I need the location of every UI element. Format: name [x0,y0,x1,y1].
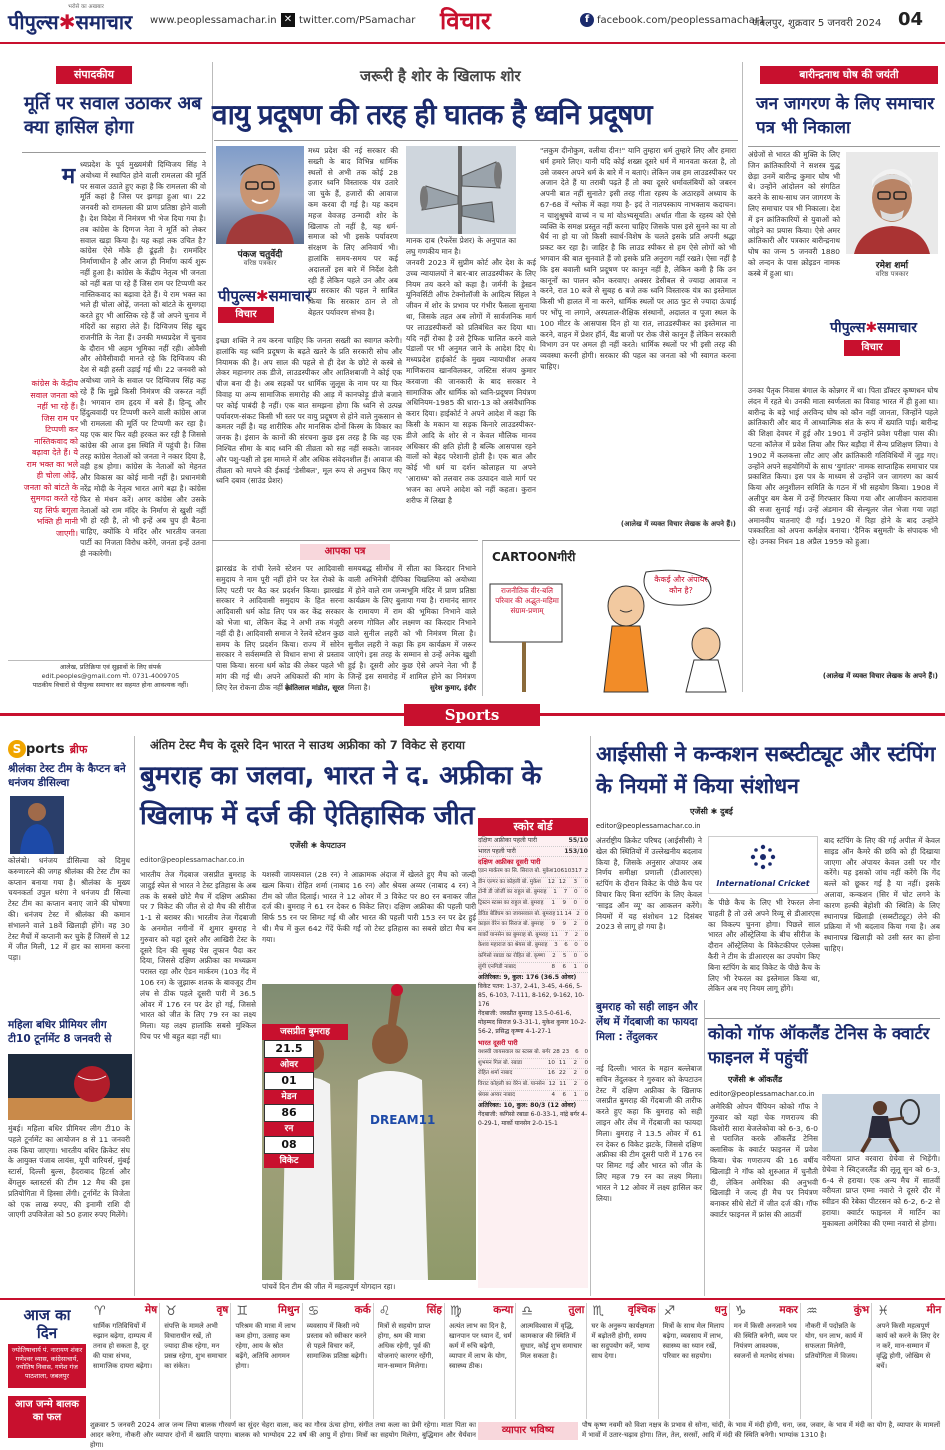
aaj-ka-din-label: आज का दिन [23,1306,71,1342]
lead-col2-text: इच्छा शक्ति ने तय करना चाहिए कि जनता सख्ती का स्वागत करेगी। हालांकि यह ध्वनि प्रदूषण के बढ़ते खतरे के प्रति सरकारी सोच और नियामक की है। अप साल की पहले से ही देश के छोटे से कस्बे से लेकर महानगर तक डीजे, लाउडस्पीकर और आतिशबाजी ने कोई एक चीज बना दी है। अब सड़कों पर धार्मिक जुलूस के नाम पर या फिर विवाह या अन्य सामाजिक समारोह की आड़ में कानफोड़ू डीजे बजाने पर कोई पाबंदी है नहीं। एक बात समझना होगा कि ध्वनि से उत्पन्न पर्यावरण-संकट किसी भी स्तर पर वायु प्रदूषण से होने वाले नुकसान से कमतर नहीं है। यह शारीरिक और मानसिक दोनों किस्म के विकार का जनक है। इंसान के कानों की संरचना कुछ इस तरह है कि वह एक निश्चित सीमा के बाद ध्वनि की तीव्रता को सह नहीं सकते। जानवर और पशु-पक्षी तो इस मामले में और अधिक संवेदनशील हैं। आवाज की तीव्रता को मापने की ईकाई 'डेसीबल', मूल रूप से अनुभव किए गए ध्वनि दबाव (साउंड प्रेशर) [216,336,402,486]
score-cell-s: 0 [584,1049,589,1056]
rashi-text: परिश्रम की मात्रा में लाभ कम होगा, उत्साह कम रहेगा, आय के स्रोत बढ़ेंगे, अतिथि आगमन होगा। [235,1322,296,1370]
zodiac-icon: ♑ [734,1304,747,1319]
score-bowling2: गेंदबाजी: कगिसो रबाडा 6-0-33-1, नांद्रे बर्गर 4-0-29-1, मार्को यानसेन 2-0-15-1 [478,1111,588,1128]
tennis-illustration [822,1094,940,1152]
rashi-card [90,1303,160,1419]
facebook-link[interactable]: facebook.com/peoplessamachar1 [597,15,766,26]
dateline: जबलपुर, शुक्रवार 5 जनवरी 2024 [752,18,882,29]
score-cell-r: 12 [548,1080,556,1087]
zodiac-icon: ♋ [307,1304,320,1319]
score-row [478,952,588,963]
zodiac-icon: ♐ [663,1304,676,1319]
loudspeaker-illustration [406,146,516,234]
icc-col1: अंतर्राष्ट्रीय क्रिकेट परिषद (आईसीसी) ने खेल की स्थितियों में उल्लेखनीय बदलाव किया है, जिसके अनुसार अंपायर अब निर्णय समीक्षा प्रणाली (डीआरएस) स्टंपिंग के दौरान विकेट के पीछे कैच पर विचार किए बिना स्टंपिंग के लिए केवल 'साइड ऑन व्यू' का आकलन करेंगे। नियमों में यह संशोधन 12 दिसंबर 2023 से लागू हो गया है। [596,836,702,932]
website-link[interactable]: www.peoplessamachar.in [150,15,277,26]
score-row [478,931,588,942]
stat-value: 86 [264,1104,314,1122]
stat-rows [262,1040,322,1168]
score-cell-r: 2 [552,952,556,959]
score-cell-f: 2 [576,910,580,917]
score-cell-b: 5 [562,952,567,959]
credit-phone: मो. 0731-4009705 [122,672,180,680]
score-cell-f: 0 [574,889,578,896]
editorial-credit [8,660,213,690]
score-cell-f: 0 [573,952,578,959]
batter-name: कगिसो रबाडा का रोहित बो. कृष्णा [478,952,545,959]
score-cell-r: 8 [551,963,555,970]
score-row [478,878,588,889]
rashi-text: संपत्ति के मामले अभी विचाराधीन रखें, तो ज्यादा ठीक रहेगा, मन प्रसन्न रहेगा, शुभ समाचार का संकेत। [164,1322,227,1370]
score-line-2 [478,847,588,858]
brief2-headline: महिला बधिर प्रीमियर लीग टी10 टूर्नामेंट 8 जनवरी से [8,1019,112,1045]
icc-col3: बाद स्टंपिंग के लिए की गई अपील में केवल साइड ऑन कैमरे की छवि को ही दिखाया जाएगा और अंपायर केवल उसी पर गौर करेंगे। यह इसको जांच नहीं करेंगे कि गेंद बल्ले को छूकर गई है या नहीं। इसके अलावा, कन्कशन (सिर में चोट लगने के कारण हल्की बेहोशी की स्थिति) के लिए स्थानापन्न खिलाड़ी (सब्स्टीट्यूट) लेने की प्रक्रिया में भी बदलाव किया गया है। अब स्थानापन्न खिलाड़ी को उसी स्तर का होना चाहिए। [824,836,940,953]
brand-logo-small [218,286,311,306]
scoreboard-title: स्कोर बोर्ड [478,818,588,836]
batter-name: विराट कोहली का वेरेन बो. यानसेन [478,1080,545,1087]
lead-note: (आलेख में व्यक्त विचार लेखक के अपने हैं।) [620,520,736,528]
score-cell-r: 11 [550,931,559,938]
score-cell-r: 28 [552,1049,560,1056]
score-cell-f: 6 [575,1049,579,1056]
score-innings2-label: भारत दूसरी पारी [478,1039,518,1048]
x-icon: ✕ [281,13,295,27]
score-row [478,867,588,878]
score-line-label: दक्षिण अफ्रीका पहली पारी [478,837,538,844]
rashi-name: वृश्चिक [627,1304,656,1316]
portrait-illustration [846,152,938,254]
letter-1-author: कांतिलाल मांडोत, सूरत [285,684,344,692]
icc-byline: एजेंसी ✱ दुबई [690,807,733,816]
score-cell-f: 2 [574,931,579,938]
score-cell-b: 7 [564,931,569,938]
brief1-headline: श्रीलंका टेस्ट टीम के कैप्टन बने धनंजय डीसिल्वा [8,763,126,789]
score-cell-f: 0 [573,899,577,906]
score-cell-s: 0 [584,1070,588,1077]
letter-2-author: सुरेश कुमार, इंदौर [430,684,476,692]
jersey-text: DREAM11 [370,1113,436,1127]
rashi-card [446,1303,516,1419]
stat-value: 01 [264,1072,314,1090]
batter-name: शुभमन गिल बो. रबाडा [478,1059,523,1066]
zodiac-icon: ♏ [592,1304,605,1319]
score-cell-f: 17 [574,868,582,875]
divider [748,146,940,147]
sports-brief-tag: ब्रीफ [69,743,88,756]
rashi-text: मन में किसी अनजाने भय की स्थिति बनेगी, व्यय पर नियंत्रण आवश्यक, स्वजनों से मतभेद संभव। [733,1322,797,1360]
cartoon-sign-text: राजनीतिक वीर-बलि परिवार की अद्भुत-महिमा संग्राम-प्रणाम् [495,586,559,615]
batter-name: यशस्वी जायसवाल का स्टब्स बो. बर्गर [478,1049,551,1056]
gauff-photo [822,1094,940,1152]
rashi-text: घर के अनुरूप कार्यक्षमता में बढ़ोतरी होगी, समय का सदुपयोग करें, भाग्य साथ देगा। [591,1322,655,1360]
score-cell-s: 2 [584,868,588,875]
logo-star: ✱ [865,320,878,336]
lead-headline: वायु प्रदूषण की तरह ही घातक है ध्वनि प्रदूषण [212,98,652,131]
bumrah-headline: बुमराह का जलवा, भारत ने द. अफ्रीका के खिलाफ में दर्ज की ऐतिहासिक जीत [140,761,542,831]
icc-logo-icon [743,839,783,875]
rashi-name: मेष [144,1304,158,1316]
score-line-1 [478,836,588,847]
tendulkar-headline: बुमराह को सही लाइन और लेंथ में गेंदबाजी का फायदा मिला : तेंदुलकर [596,1001,698,1043]
column-rule [590,736,591,1296]
score-cell-r: 3 [554,942,558,949]
page-number: 04 [898,9,924,30]
score-cell-r: 4 [551,1091,555,1098]
score-cell-s: 0 [584,1080,588,1087]
zodiac-icon: ♍ [450,1304,462,1319]
jayanti-author-name: रमेश शर्मा [875,261,909,271]
scoreboard [478,818,588,1288]
score-cell-b: 11 [558,1059,566,1066]
author-role: वरिष्ठ पत्रकार [243,259,277,267]
zodiac-icon: ♎ [521,1304,533,1319]
logo-tagline: भरोसे का अखबार [68,4,104,10]
score-row [478,1048,588,1059]
bumrah-col1: भारतीय तेज गेंदबाज जसप्रीत बुमराह के जादुई स्पेल से भारत ने टेस्ट इतिहास के अब तक के सबसे छोटे मैच में दक्षिण अफ्रीका पर 7 विकेट की जीत से दो मैच की सीरीज 1-1 से बराबर की। भारतीय तेज गेंदबाजी के अनमोल नगीनों में शुमार बुमराह ने गुरुवार को यहां दूसरे और आखिरी टेस्ट के दूसरे दिन की सुबह पेस तूफान पैदा कर दिया, जिससे दक्षिण अफ्रीका का मध्यक्रम परास्त रहा और ऐडन मार्करम (103 गेंद में 106 रन) के जुझारू शतक के बावजूद टीम लंच से ठीक पहले दूसरी पारी में 36.5 ओवर में 176 रन पर ढेर हो गई, जिससे भारत को जीत के लिए 79 रन का लक्ष्य मिला। यह लक्ष्य हालांकि सबसे मुश्किल पिच पर भी बहुत बड़ा नहीं था। [140,870,256,1041]
column-rule [742,62,743,692]
score-line-label: भारत पहली पारी [478,847,516,855]
score-cell-s: 0 [584,1091,588,1098]
aaj-ka-din-box [8,1304,86,1390]
score-cell-b: 22 [558,1070,566,1077]
sports-brief-word: ports [26,742,65,757]
logo-right: समाचार [75,10,133,34]
rashi-text: आत्मविश्वास में वृद्धि, कामकाज की स्थिति में सुधार, कोई शुभ समाचार मिल सकता है। [520,1322,582,1360]
divider [704,1018,940,1019]
score-cell-r: 1 [553,889,557,896]
score-cell-f: 1 [573,963,577,970]
score-row [478,1080,588,1091]
logo-right: समाचार [877,320,917,336]
score-innings-label: दक्षिण अफ्रीका दूसरी पारी [478,858,541,867]
stat-key: रन [264,1122,314,1136]
score-cell-b: 6 [562,1091,566,1098]
brief1-body-side [68,796,130,854]
score-cell-b: 9 [562,899,566,906]
score-cell-f: 1 [573,1091,577,1098]
rashi-card [375,1303,445,1419]
loudspeaker-photo [406,146,516,234]
batter-name: मार्को यानसेन का बुमराह बो. बुमराह [478,931,549,938]
score-cell-b: 9 [562,921,566,928]
score-cell-f: 2 [573,1059,577,1066]
bhavishya-label: व्यापार भविष्य [478,1422,578,1440]
score-cell-f: 2 [573,1080,578,1087]
rashi-name: कर्क [354,1304,371,1316]
bumrah-byline: एजेंसी ✱ केपटाउन [290,841,346,850]
lead-kicker: जरूरी है शोर के खिलाफ शोर [360,67,521,85]
sports-s-badge: S [8,740,26,758]
rashi-name: धनु [714,1304,727,1316]
icc-logo [708,836,818,894]
score-cell-b: 14 [564,910,572,917]
rashi-card [517,1303,587,1419]
editorial-headline: मूर्ति पर सवाल उठाकर अब क्या हासिल होगा [24,93,202,138]
sports-brief-header [8,738,130,762]
score-cell-s: 0 [584,1059,588,1066]
portrait-illustration [216,146,304,244]
jayanti-headline: जन जागरण के लिए समाचार पत्र भी निकाला [756,94,935,138]
tendulkar-body: नई दिल्ली। भारत के महान बल्लेबाज सचिन तेंदुलकर ने गुरुवार को केपटाउन टेस्ट में दक्षिण अफ्रीका के खिलाफ जसप्रीत बुमराह की गेंदबाजी की तारीफ करते हुए कहा कि बुमराह को सही लाइन और लेंथ में गेंदबाजी का फायदा मिला। बुमराह ने 13.5 ओवर में 61 रन देकर 6 विकेट झटके, जिससे दक्षिण अफ्रीका की टीम दूसरी पारी में 176 रन पर सिमट गई और भारत को जीत के लिए महज 79 रन का लक्ष्य मिला। भारत ने 12 ओवर में लक्ष्य हासिल कर लिया। [596,1064,702,1203]
score-fow: विकेट पतन: 1-37, 2-41, 3-45, 4-66, 5-85, 6-103, 7-111, 8-162, 9-162, 10-176 [478,983,585,1009]
gauff-col2: वरीयता प्राप्त वरवारा ग्रेचेवा से भिड़ेंगी। ग्रेचेवा ने स्विट्जरलैंड की लूलू सुन को 6-3, 6-4 से हराया। एक अन्य मैच में सातवीं वरीयता प्राप्त एम्मा नवारो ने दूसरे दौर में स्वीडन की रेबेका पीटरसन को 6-2, 6-2 से हराया। क्वार्टर फाइनल में मार्टिन का मुकाबला अमेरिका की एम्मा नवारो से होगा। [822,1154,940,1228]
batter-name: लुंगी एनगिडी नाबाद [478,963,516,970]
author-photo-pankaj [216,146,304,244]
letter-1: झारखंड के रांची रेलवे स्टेशन पर आदिवासी समुदाय ने नाम पूरी नहीं होने पर रेल रोको के लिए पटरी पर बैठ कर प्रदर्शन किया। झारखंड सरकार ने आदिवासी समुदाय के हित सरना आदिवासी धर्म कोड लिए पत्र कर केंद्र सरकार को भेजा था, लेकिन केंद्र ने अभी तक मंजूरी नहीं दी है। आदिवासी समाज ने रेलवे स्टेशन कुछ समय के लिए प्रदर्शन किया। राज्य में सोरेन सरकार ने सर्वसम्मति से विधान सभा से प्रस्ताव पास किया। सरना धर्म कोड की लेकर पहले भी मांग की गई थी। अपने अधिकारों की मांग के लिए रेल रोकना ठीक नहीं है। [216,564,344,692]
cricket-ball-photo [8,1054,132,1120]
score-rows [478,867,588,973]
divider [22,152,206,153]
baby-text: शुक्रवार 5 जनवरी 2024 आज जन्म लिया बालक गौरवर्ण का सुंदर चेहरा वाला, कद का गौरव ऊंचा होगा, संगीत तथा कला का प्रेमी रहेगा। माता पिता का आदर करेगा, नौकरी और व्यापार दोनों में ख्याति पाएगा। बालक को भाग्योदय 22 वर्ष की आयु में होगा। मित्रों का सहयोग मिलेगा, बुद्धिमान और धैर्यवान होगा। [90,1421,476,1449]
score-cell-f: 3 [573,878,577,885]
logo-left: पीपुल्स [218,287,257,305]
rashi-name: वृष [216,1304,229,1316]
rashi-name: मीन [926,1304,942,1316]
vichar-badge: विचार [844,340,900,356]
jayanti-note: (आलेख में व्यक्त विचार लेखक के अपने हैं।) [822,672,938,680]
author-name: पंकज चतुर्वेदी [237,250,283,260]
score-row [478,899,588,910]
gauff-headline: कोको गॉफ ऑकलैंड टेनिस के क्वार्टर फाइनल में पहुंचीं [708,1024,930,1067]
score-cell-s: 0 [584,952,588,959]
score-cell-b: 6 [562,963,566,970]
rashi-name: सिंह [426,1304,442,1316]
editorial-pull-quote: कांग्रेस के केंद्रीय सवाल जनता को नहीं भा रहे हैं। जिस राम पर टिप्पणी कर नास्तिकवाद को बढ़ावा देते हैं। ये राम भक्त का भले ही चोला ओढ़ें, जनता को बांटते के सुमगदा करते रहे यह सिर्फ बगुला भक्ति ही मानी जाएगी। [23,379,78,538]
batter-name: डेविड बेडिंघम का जायसवाल बो. बुमराह [478,910,556,917]
stat-name: जसप्रीत बुमराह [262,1024,348,1040]
score-cell-r: 9 [551,921,555,928]
score-cell-r: 11 [556,910,564,917]
stat-key: ओवर [264,1058,314,1072]
editorial-body: ध्यप्रदेश के पूर्व मुख्यमंत्री दिग्विजय सिंह ने अयोध्या में स्थापित होने वाली रामलला की मूर्ति पर सवाल उठाते हुए कहा है कि रामलला की वो मूर्ति कहां है जिस पर झगड़ा हुआ था। 22 जनवरी को रामलला की प्राण प्रतिष्ठा होने वाली है। देश विदेश में निमंत्रण भी भेज दिया गया है। तब कांग्रेस के दिग्गज नेता ने मूर्ति को लेकर सवाल खड़ा किया है। यह कहां तक उचित है? कांग्रेस ऐसे मौके ही ढूंढ़ती है। राममंदिर निर्माणाधीन है और आज ही निर्माण कार्य शुरू नहीं हुआ है। कांग्रेस के केंद्रीय नेतृत्व भी जनता को नहीं बता पा रहे हैं जिस राम पर टिप्पणी कर नास्तिकवाद का बढ़ावा देते हैं। ये राम भक्त का भले ही चोला ओढ़ें, जनता को बांटते के सुमगदा करते हुए भी आस्तिक रहे हैं जो अपने चुनाव में मंदिरों का सहारा लेते हैं। दिग्विजय सिंह खुद राजनीति के नेता हैं। उनकी मध्यप्रदेश में चुनाव के दौरान भी अहम भूमिका नहीं रही। ओवैसी और ओवैसीवादी मानते रहे कि दिग्विजय की देश से बड़ी हस्ती उड़ाई गई थी। 22 जनवरी को अयोध्या जाने के सवाल पर दिग्विजय सिंह कह रहे हैं कि मुझे किसी निमंत्रण की जरूरत नहीं है। भगवान राम हृदय में बसे हैं। हिन्दू और हिंदुत्ववादी पर टिप्पणी करने वाली कांग्रेस आज भी रामलला की मूर्ति पर टिप्पणी कर रहा है। यह एक बार फिर वही हरकत कर रही है जिससे कांग्रेस की आज इस स्थिति में पहुंची है। जिस तरह कांग्रेस नेताओं को जनता ने नकार दिया है, वही हश्र होगा। कांग्रेस के नेताओं को मेहनत और विकास का कोई मानी नहीं है। प्रधानमंत्री नरेंद्र मोदी के नेतृत्व भारत आगे बढ़ा है। कांग्रेस फिर से मंथन करें। अगर कांग्रेस और उसके नेताओं को राम मंदिर के निर्माण से खुशी नहीं भी हो रही है, तो भी इन्हें अब चुप ही बैठना चाहिए, क्योंकि ये मंदिर और भारतीय जनता पार्टी का निजता विरोध करेंगे, जनता इन्हें उतना ही नकारेगी। [80,160,206,558]
jayanti-label: बारीन्द्रनाथ घोष की जयंती [760,66,938,84]
icc-col2: के पीछे कैच के लिए भी रेफरल लेना चाहती है तो उसे अपने रिव्यू से डीआरएस का विकल्प चुनना होगा। पिछले साल भारत और ऑस्ट्रेलिया के बीच सीरीज के दौरान ऑस्ट्रेलिया के विकेटकीपर एलेक्स कैरी ने टीम के डीआरएस का उपयोग किए बिना स्टंपिंग के बाद विकेट के पीछे कैच के लिए भी रेफरल का इस्तेमाल किया था, लेकिन अब नए नियम लागू होंगे। [708,898,820,994]
score-cell-r: 12 [547,878,555,885]
score-bowling: गेंदबाजी: जसप्रीत बुमराह 13.5-0-61-6, मोहम्मद सिराज 9-3-31-1, मुकेश कुमार 10-2-56-2, प्रसिद्ध कृष्णा 4-1-27-1 [478,1010,587,1036]
score-cell-r: 1 [551,899,555,906]
jayanti-body: उनका पैतृक निवास बंगाल के कोन्नगर में था। पिता डॉक्टर कृष्णधन घोष लंदन में रहते थे। उनकी माता स्वर्णलता का विवाह भारत में ही हुआ था। बारीन्द्र के बड़े भाई अरविन्द घोष को कौन नहीं जानता, जिन्होंने पहले क्रांतिकारी और बाद में आध्यात्मिक संत के रूप में ख्याति पाई। बारीन्द्र की शिक्षा देवघर में हुई और 1901 में उन्होंने प्रवेश परीक्षा पास की। पटना कॉलेज में प्रवेश लिया और फिर बड़ौदा में सैन्य प्रशिक्षण लिया। वे 1902 में कलकत्ता लौट आए और क्रांतिकारी गतिविधियों में जुड़ गए। उन्होंने अपने सहयोगियों के साथ 'युगांतर' नामक साप्ताहिक समाचार पत्र प्रकाशित किया। इस पत्र के माध्यम से उन्होंने जन जागरण का कार्य किया और अनुशीलन समिति के गठन में भी सहयोग किया। 1908 में अलीपुर बम केस में उन्हें गिरफ्तार किया गया और आजीवन कारावास की सजा सुनाई गई। उन्हें अंडमान की सेल्यूलर जेल भेजा गया जहां अमानवीय यातनाएं दी गईं। 1920 में रिहा होने के बाद उन्होंने पत्रकारिता को अपना कर्मक्षेत्र बनाया। 'दैनिक बसुमती' के संपादक भी रहे। उनका निधन 18 अप्रैल 1959 को हुआ। [748,386,938,547]
bumrah-col2-end: पांचवें दिन टीम की जीत में महत्वपूर्ण योगदान रहा। [262,1282,396,1291]
score-total2: अतिरिक्त: 10, कुल: 80/3 (12 ओवर) [478,1102,577,1110]
batter-name: डीन एल्गर का कोहली बो. मुकेश [478,878,541,885]
rashi-name: तुला [568,1304,585,1316]
stat-key: मेडन [264,1090,314,1104]
batter-name: श्रेयस अय्यर नाबाद [478,1091,515,1098]
rashi-text: मित्रों से सहयोग प्राप्त होगा, श्रम की मात्रा अधिक रहेगी, पूर्व की योजनाएं कारगर रहेंगी, मान-सम्मान मिलेगा। [377,1322,434,1370]
section-title: विचार [440,7,491,35]
sports-band: Sports [404,704,540,726]
score-cell-r: 10 [547,1059,555,1066]
gauff-col1: अमेरिकी ओपन चैंपियन कोको गॉफ ने गुरुवार को यहां चेक गणराज्य की किशोरी सारा बेजलेकोवा को 6-3, 6-0 से पराजित करके ऑकलैंड टेनिस क्लासिक के क्वार्टर फाइनल में प्रवेश किया। चेक गणराज्य की 16 वर्षीय खिलाड़ी ने गॉफ को शुरुआत में चुनौती दी, लेकिन अमेरिका की अनुभवी खिलाड़ी ने जल्द ही मैच पर नियंत्रण बनाकर सीधे सेटों में जीत दर्ज की। गॉफ क्वार्टर फाइनल में फ्रांस की आठवीं [710,1102,818,1219]
batter-name: ट्रिस्टन स्टब्स का राहुल बो. बुमराह [478,899,544,906]
zodiac-icon: ♈ [94,1304,106,1319]
letter-2: समयबद्ध सीमोंध में सीता का किरदार निभाने वाली अभिनेत्री दीपिका चिखलिया को अयोध्या में होने वाले राम जन्मभूमि मंदिर में प्राण प्रतिष्ठा कार्यक्रम के लिए बुलाया गया है। रामानंद सागर के रामायण में राम की भूमिका निभाने वाले अरुण गोविल और लक्ष्मण का किरदार निभाने वाले सुनील लहरी को भी निमंत्रण मिला है। सुनील लहरी ने कहा कि हम कार्यक्रम में जरूर जाएंगे। इस तरह के सम्मान से उन्हें अनेक खुशी हुई है। दूसरी ओर कुछ ऐसे अपने नेता भी हैं जिन्हें इस समारोह में शामिल होने का निमंत्रण मिला है। [348,564,476,692]
score-row [478,1059,588,1070]
score-cell-s: 0 [584,889,588,896]
bumrah-col2: यशस्वी जायसवाल (28 रन) ने आक्रामक अंदाज में खेलते हुए मैच को जल्दी खत्म किया। रोहित शर्मा (नाबाद 16 रन) और श्रेयस अय्यर (नाबाद 4 रन) ने टीम को जीत दिलाई। भारत ने 12 ओवर में 3 विकेट पर 80 रन बनाकर जीत दर्ज की। बुमराह ने 61 रन देकर 6 विकेट लिए। दक्षिण अफ्रीका की पहली पारी सिर्फ 55 रन पर सिमट गई थी और भारत की पहली पारी 153 रन पर ढेर हुई थी। मैच में कुल 642 गेंदें फेंकी गईं जो टेस्ट इतिहास का सबसे छोटा मैच बन गया। [262,870,476,944]
rashi-name: मकर [779,1304,798,1316]
lead-col1-text: मध्य प्रदेश की नई सरकार की सख्ती के बाद विभिन्न धार्मिक स्थलों से अभी तक कोई 28 हजार ध्वनि विस्तारक यंत्र उतारे जा चुके हैं, हजारों की आवाज कम करवा दी गई है। यह कदम महज वेवजह उन्मादी शोर के खिलाफ तो नहीं है, यह धर्म-समाज को भी इसके पर्यावरण संरक्षण के लिए अनिवार्य भी। हालांकि समय-समय पर कई अदालतों इस बारे में निर्देश देती रही हैं लेकिन पहले उन और अब मप्र सरकार की पहल ने साबित किया कि सरकार ठान ले तो बेहतर पर्यावरण संभव है। [308,146,398,317]
zodiac-icon: ♌ [378,1304,391,1319]
bottom-rule [0,1298,945,1300]
logo-right: समाचार [268,287,312,305]
facebook-icon: f [580,13,594,27]
credit-line: आलेख, प्रतिक्रिया एवं सुझावों के लिए संपर्क [59,663,162,671]
lead-col3-text: जनवरी 2023 में सुप्रीम कोर्ट और देश के कई उच्च न्यायालयों ने बार-बार लाउडस्पीकर के लिए नियम तय करने को कहा है। जर्मनी के ड्रेस्डन यूनिवर्सिटी ऑफ टेक्नोलॉजी के आदित्य सिंहल ने जीवन में शोर के प्रभाव पर गंभीर फैसला सुनाया था, जिसके तहत अब लोगों में सार्वजनिक मार्ग पर लाउडस्पीकरों को प्रतिबंधित कर दिया था। यदि नहीं रोका है उसे ट्रैफिक चालित करने वाले पंडालों पर भी अनुमत जाने के आदेश दिए थे। मध्यप्रदेश हाईकोर्ट के मुख्य न्यायाधीश अजय माणिकराव खानविलकर, जस्टिस संजय कुमार करवाजा की जानकारी के बाद सरकार ने सामाजिक और धार्मिक को ध्वनि-प्रदूषण नियंत्रण अधिनियम-1985 की धारा-13 को असंवैधानिक करार दिया। हाईकोर्ट ने अपने आदेश में कहा कि किसी के मकान या सड़क किनारे लाउडस्पीकर-डीजे आदि के शोर से न केवल मौलिक मानव अधिकार की क्षति होती है बल्कि आसपास रहने वालों को बेहद परेशानी होती है। एक बात और कोई भी धर्म या दर्शन कोलाहल या अपने 'आराध्य' को तलवार तक उत्पादन वाले मार्ग पर भजन का अपने आदेश को नहीं कहता। कुरान शरीफ में लिखा है [406,258,536,505]
rashi-card [588,1303,658,1419]
rashi-text: मित्रों के साथ मेल मिलाप बढ़ेगा, व्यवसाय में लाभ, स्वास्थ्य का ध्यान रखें, परिवार का सहयोग। [662,1322,725,1360]
score-line-value: 153/10 [564,847,588,855]
score-cell-s: 0 [584,931,589,938]
gauff-email[interactable]: editor@peoplessamachar.co.in [710,1090,815,1098]
rashi-card [873,1303,943,1419]
photo-caption: मानक दाब (रैफरेंस प्रेशर) के अनुपात का लघु गणकीय मान है। [406,236,516,256]
stat-key: विकेट [264,1154,314,1168]
score-cell-r: 16 [547,1070,555,1077]
batter-name: टोनी डी जोर्जी का राहुल बो. बुमराह [478,889,547,896]
score-cell-f: 2 [573,1070,577,1077]
rashi-card [232,1303,302,1419]
stat-box [262,1024,330,1204]
cricketer-illustration [10,796,64,854]
cartoon-bubble-text: कैकई और अंपायर कौन है? [654,575,708,595]
credit-email[interactable]: edit.peoples@gmail.com [41,672,121,680]
stat-value: 21.5 [264,1040,314,1058]
lead-col4-text: "लकुम दीनोकुम, वलीया दीन!" यानि तुम्हारा धर्म तुम्हारे लिए और हमारा धर्म हमारे लिए। यानी यदि कोई शख्स दूसरे धर्म में मानवता करता है, तो उसे जबरन अपने धर्म के बारे में न बताएं। लेकिन जब हम लाउडस्पीकर पर अजान देते हैं या तराबी पढ़ते हैं तो क्या दूसरे धर्मावलंबियों को जबरन अपनी बात नहीं सुनाते? इसी तरह गीता रहस्य के अठारहवें अध्याय के 67-68 वें श्लोक में कहा गया है- इदं ते नातपस्काय नाभक्ताय कदाचन। न चाशुश्रूषवे वाच्यं न च मां योऽभ्यसूयति। अर्थात गीता के रहस्य को ऐसे व्यक्ति के समक्ष प्रस्तुत नहीं करना चाहिए जिसके पास इसे सुनने का या तो धैर्य ना हो या जो किसी स्वार्थ-विशेष के चलते इसके प्रति अपनी श्रद्धा प्रकट कर रहा है। जाहिर है कि लाउड स्पीकर से हम ऐसे लोगों को भी भगवान की बात सुनवाते हैं जो इसके प्रति अनुराग नहीं रखते। ऐसा नहीं है कि इस बवाली ध्वनि प्रदूषण पर कानून नहीं है, लेकिन कमी है कि उन कानूनों का पालन कौन करवाए। अक्सर डेसीबल से ज्यादा आवाज न करने, रात 10 बजे से सुबह 6 बजे तक ध्वनि विस्तारक यंत्र का इस्तेमाल किसी भी हालत में ना करने, धार्मिक स्थलों पर आठ फुट से ज्यादा ऊंचाई पर भोंपू ना लगाने, अस्पताल-शैक्षिक संस्थानों, अदालत व पूजा स्थल के 100 मीटर के आसपास दिन हो या रात, लाउडस्पीकर का इस्तेमाल ना करने, वाहन में प्रेशर हॉर्न, बैंड बाजों पर रोक जैसे कानून हैं लेकिन सरकारी विभाग उन पर अमल ही नहीं करते। धार्मिक स्थलों पर भी इसी तरह की व्यवस्था करनी होगी। सरकार की पहल का जनता को भी स्वागत करना चाहिए। [540,146,736,371]
icc-logo-text: International Cricket [716,879,810,888]
score-row [478,941,588,952]
editorial-label: संपादकीय [56,66,132,84]
rashi-text: व्यवसाय में किसी नये प्रस्ताव को स्वीकार करने से पहले विचार करें, सामाजिक प्रतिष्ठा बढ़ेगी। [306,1322,368,1360]
bumrah-email[interactable]: editor@peoplessamachar.co.in [140,856,245,864]
batter-name: काइल वेरेन का सिराज बो. बुमराह [478,921,544,928]
score-cell-s: 0 [584,910,589,917]
rashi-text: अत्यंत लाभ का दिन है, खानपान पर ध्यान दें, धर्म कर्म में रुचि बढ़ेगी, व्यापार में लाभ के योग, स्वास्थ्य ठीक। [449,1322,512,1370]
batter-name: रोहित शर्मा नाबाद [478,1070,513,1077]
score-line-value: 55/10 [568,837,588,844]
score-row [478,963,588,974]
aaj-ka-din-text: ज्योतिषाचार्य पं. नारायण शंकर गणेश्वर व्यास, कांग्रेसाचार्य, ज्योतिष निवास, गणेश गंज पाठशाला, जबलपुर [8,1344,86,1388]
score-cell-b: 6 [564,942,568,949]
score-cell-b: 23 [562,1049,570,1056]
score-cell-s: 0 [584,878,588,885]
rashi-name: मिथुन [278,1304,300,1316]
brief2-body: मुंबई। महिला बधिर प्रीमियर लीग टी10 के पहले टूर्नामेंट का आयोजन 8 से 11 जनवरी तक किया जाएगा। भारतीय बधिर क्रिकेट संघ के आयुक्त पंजाब लायंस, यूपी वारियर्स, मुंबई स्टार्स, दिल्ली बुल्स, हैदराबाद हिटर्स और बेंगलुरु ब्लास्टर्स की टीम 12 मैच की इस प्रतियोगिता में हिस्सा लेंगी। टूर्नामेंट के विजेता को एक लाख रुपए, की इनामी राशि दी जाएगी उपविजेता को 50 हजार रुपए मिलेंगे। [8,1124,130,1220]
score-cell-f: 2 [573,921,577,928]
jayanti-intro: अंग्रेजों से भारत की मुक्ति के लिए जिन क्रांतिकारियों ने सशस्त्र युद्ध छेड़ा उनमें बारीन्द्र कुमार घोष भी थे। उन्होंने आंदोलन को संगठित करने के साथ-साथ जन जागरण के लिए समाचार पत्र भी निकाला। देश में इन क्रांतिकारियों से युवाओं को जोड़ने का प्रयास किया। ऐसे अमर क्रांतिकारी और पत्रकार बारीन्द्रनाथ घोष का जन्म 5 जनवरी 1880 को लन्दन के पास क्रोइडन नामक कस्बे में हुआ था। [748,150,840,278]
credit-disclaimer: पाठकीय विचारों से पीपुल्स समाचार का सहमत होना आवश्यक नहीं। [32,681,189,689]
column-rule [134,736,135,1296]
zodiac-icon: ♊ [236,1304,249,1319]
brief1-body: कोलंबो। धनंजय डीसिल्वा को दिमुथ करुणारत्ने की जगह श्रीलंका की टेस्ट टीम का कप्तान बनाया गया है। श्रीलंका के मुख्य चयनकर्ता उपुल थरंगा ने धनंजय डी सिल्वा टेस्ट टीम का कप्तान बनाए जाने की घोषणा की। धनंजय टेस्ट में श्रीलंका की कमान संभालने वाले 18वें खिलाड़ी होंगे। वह 30 टेस्ट मैचों में कप्तानी कर चुके हैं जिसमें से 12 में जीत मिली, 12 में हार का सामना करना पड़ा। [8,856,130,963]
logo-left: पीपुल्स [8,10,59,34]
bhavishya-text: पौष कृष्ण नवमी को विशा नक्षत्र के प्रभाव से सोना, चांदी, के भाव में मंदी होगी, धना, जव, जवार, के भाव में मंदी का योग है, व्यापार के मामलों में भावों में उतार-चढ़ाव होगा। तिल, तेल, सरसों, आदि में मंदी की स्थिति बनेगी। भाग्यांक 1310 है। [582,1421,940,1439]
score-row [478,888,588,899]
rashi-text: अपने किसी महत्वपूर्ण कार्य को करने के लिए देर न करें, मान-सम्मान में वृद्धि होगी, जोखिम से बचें। [876,1322,940,1370]
score-extras: अतिरिक्त: 9, कुल: 176 (36.5 ओवर) [478,974,577,982]
rashi-text: नौकरी में पदोन्नति के योग, धन लाभ, कार्य में सफलता मिलेगी, प्रतियोगिता में विजय। [805,1322,863,1360]
score-cell-s: 0 [584,963,588,970]
logo-left: पीपुल्स [830,320,866,336]
cartoon-label: CARTOONगीरी [492,550,576,564]
ball-illustration [8,1054,132,1120]
score-cell-b: 103 [564,868,575,875]
rashi-name: कुंभ [853,1304,870,1316]
stat-value: 08 [264,1136,314,1154]
score-cell-b: 12 [558,878,566,885]
masthead-logo[interactable] [8,8,132,35]
logo-star: ✱ [58,10,76,34]
vichar-badge: विचार [218,307,274,323]
rashi-card [731,1303,801,1419]
score-row [478,1069,588,1080]
batter-name: एडन मार्करम का सि. सिराज बो. मुकेश [478,868,554,875]
masthead [0,0,945,44]
score-cell-s: 0 [584,899,588,906]
rashi-card [802,1303,872,1419]
logo-star: ✱ [256,287,269,305]
divider [214,140,738,141]
score-rows-2 [478,1048,588,1101]
score-cell-f: 0 [574,942,578,949]
twitter-link[interactable]: twitter.com/PSamachar [299,15,416,26]
jayanti-author-role: वरिष्ठ पत्रकार [875,270,909,278]
column-rule [704,1000,705,1296]
zodiac-icon: ♉ [165,1304,177,1319]
author-photo-ramesh [846,152,938,254]
score-row [478,1091,588,1102]
score-row [478,920,588,931]
editorial-dropcap: म [62,164,76,189]
score-cell-s: 0 [584,942,588,949]
rashi-card [660,1303,730,1419]
score-cell-b: 7 [563,889,568,896]
score-cell-b: 11 [559,1080,567,1087]
rashi-name: कन्या [493,1304,514,1316]
rashi-text: धार्मिक गतिविधियों में रुझान बढ़ेगा, दाम्पत्य में तनाव हो सकता है, दूर की यात्रा संभव, सामाजिक दायरा बढ़ेगा। [93,1322,153,1370]
gauff-byline: एजेंसी ✱ ऑकलैंड [728,1075,783,1084]
zodiac-icon: ♒ [806,1304,818,1319]
rashi-card [161,1303,231,1419]
baby-label: आज जन्मे बालक का फल [8,1396,86,1438]
zodiac-icon: ♓ [877,1304,889,1319]
score-cell-r: 106 [553,868,565,875]
score-cell-s: 0 [584,921,588,928]
icc-email[interactable]: editor@peoplessamachar.co.in [596,822,701,830]
batter-name: केशव महाराज का श्रेयस बो. बुमराह [478,942,548,949]
brand-logo-small [830,318,917,337]
desilva-photo [10,796,64,854]
apka-patra-label: आपका पत्र [300,544,390,560]
score-row [478,910,588,921]
bumrah-kicker: अंतिम टेस्ट मैच के दूसरे दिन भारत ने साउथ अफ्रीका को 7 विकेट से हराया [150,738,465,752]
rashi-card [304,1303,374,1419]
icc-headline: आईसीसी ने कन्कशन सब्स्टीट्यूट और स्टंपिंग के नियमों में किया संशोधन [596,742,936,798]
